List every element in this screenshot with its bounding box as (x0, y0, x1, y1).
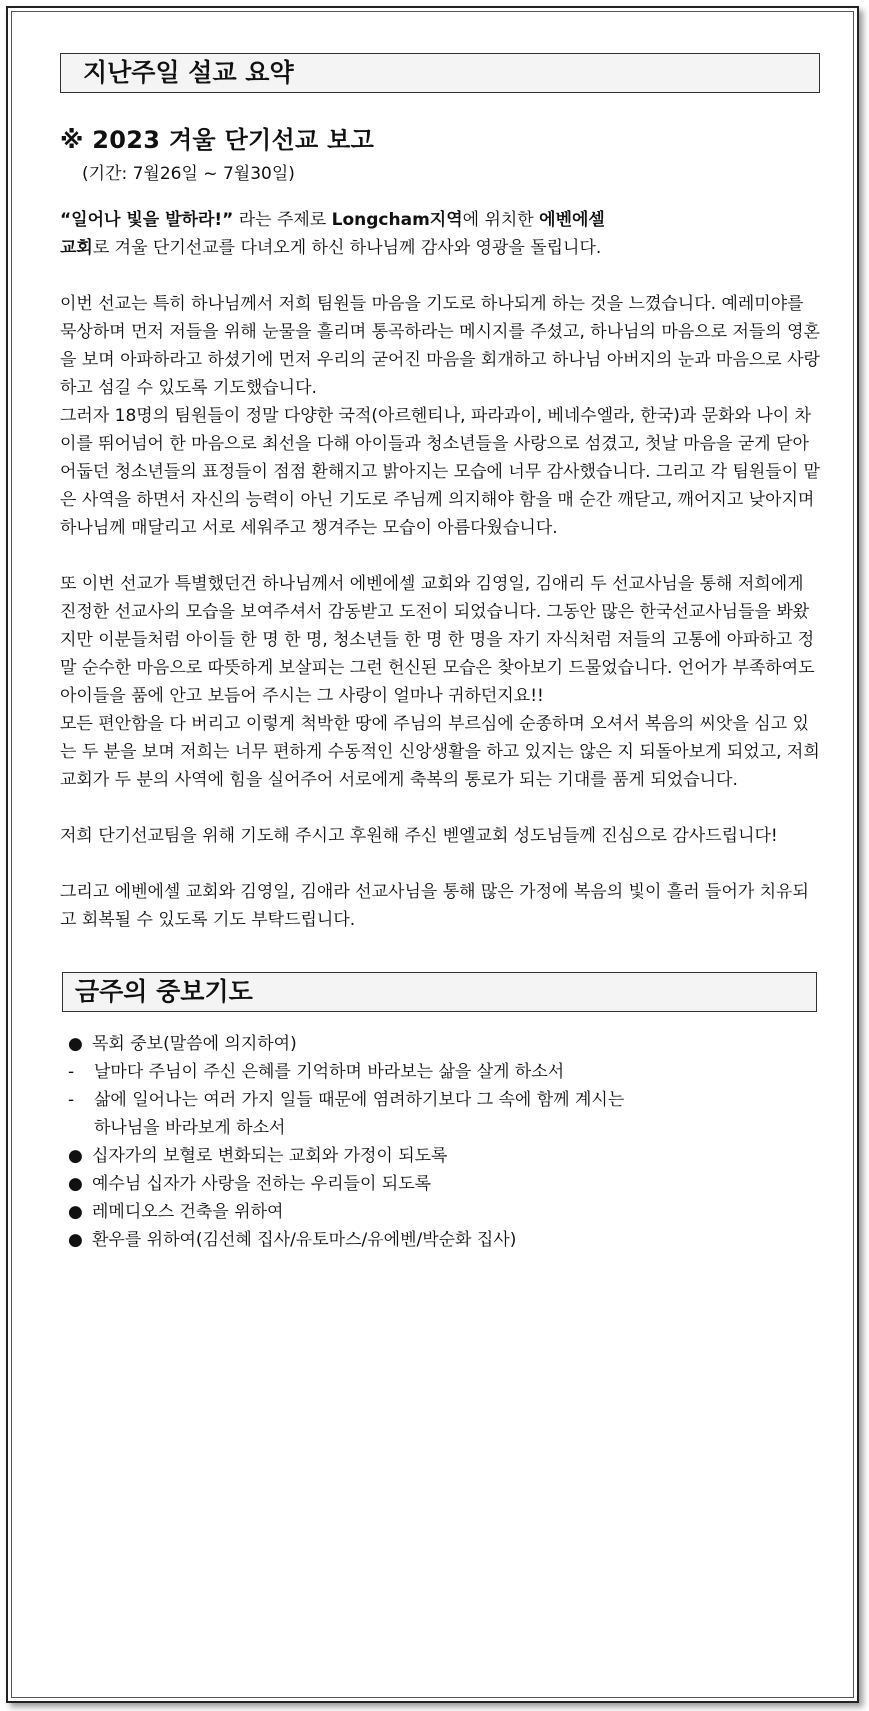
church-name-b: 교회 (60, 238, 93, 258)
bullet-icon: ● (68, 1034, 83, 1054)
prayer-item-text: 십자가의 보혈로 변화되는 교회와 가정이 되도록 (92, 1146, 448, 1166)
bullet-icon: ● (68, 1146, 83, 1166)
location-name: Longcham지역 (331, 210, 463, 230)
report-title: ※ 2023 겨울 단기선교 보고 (60, 126, 375, 154)
bullet-icon: ● (68, 1174, 83, 1194)
prayer-item-text: 레메디오스 건축을 위하여 (92, 1202, 284, 1222)
intro-text-2: 에 위치한 (462, 210, 540, 230)
prayer-item (60, 1030, 820, 1058)
bullet-icon: ● (68, 1230, 83, 1250)
dash-icon: - (68, 1062, 75, 1082)
bulletin-page (6, 6, 859, 1703)
prayer-list (60, 1030, 820, 1254)
prayer-subitem-continuation: 하나님을 바라보게 하소서 (94, 1118, 286, 1138)
report-paragraph-4: 모든 편안함을 다 버리고 이렇게 척박한 땅에 주님의 부르심에 순종하며 오셔서 복음의 씨앗을 심고 있는 두 분을 보며 저희는 너무 편하게 수동적인 신앙생활을 하고 있지는 않은 지 되돌아보게 되었고, 저희 교회가 두 분의 사역에 힘을 실어주어 서로에게 축복의 통로가 되는 기대를 품게 되었습니다. (60, 714, 820, 790)
intro-text-3: 로 겨울 단기선교를 다녀오게 하신 하나님께 감사와 영광을 돌립니다. (92, 238, 602, 258)
prayer-item (60, 1198, 820, 1226)
prayer-item-text: 환우를 위하여(김선혜 집사/유토마스/유에벤/박순화 집사) (92, 1230, 517, 1250)
report-paragraph-2: 그러자 18명의 팀원들이 정말 다양한 국적(아르헨티나, 파라과이, 베네수엘라, 한국)과 문화와 나이 차이를 뛰어넘어 한 마음으로 최선을 다해 아이들과 청소년들을 사랑으로 섬겼고, 첫날 마음을 굳게 닫아 어둡던 청소년들의 표정들이 점점 환해지고 밝아지는 모습에 너무 감사했습니다. 그리고 각 팀원들이 맡은 사역을 하면서 자신의 능력이 아닌 기도로 주님께 의지해야 함을 매 순간 깨닫고, 깨어지고 낮아지며 하나님께 매달리고 서로 세워주고 챙겨주는 모습이 아름다웠습니다. (60, 406, 820, 538)
prayer-item (60, 1142, 820, 1170)
dash-icon: - (68, 1090, 75, 1110)
prayer-subitem (60, 1086, 820, 1114)
prayer-item-text: 예수님 십자가 사랑을 전하는 우리들이 되도록 (92, 1174, 432, 1194)
report-paragraph-3: 또 이번 선교가 특별했던건 하나님께서 에벤에셀 교회와 김영일, 김애리 두 선교사님을 통해 저희에게 진정한 선교사의 모습을 보여주셔서 감동받고 도전이 되었습니다. 그동안 많은 한국선교사님들을 봐왔지만 이분들처럼 아이들 한 명 한 명, 청소년들 한 명 한 명을 자기 자식처럼 저들의 고통에 아파하고 정말 순수한 마음으로 따뜻하게 보살피는 그런 헌신된 모습은 찾아보기 드물었습니다. 언어가 부족하여도 아이들을 품에 안고 보듬어 주시는 그 사랑이 얼마나 귀하던지요!! (60, 574, 815, 706)
report-paragraph-5: 저희 단기선교팀을 위해 기도해 주시고 후원해 주신 벧엘교회 성도님들께 진심으로 감사드립니다! (60, 826, 778, 846)
prayer-subitem-text: 삶에 일어나는 여러 가지 일들 때문에 염려하기보다 그 속에 함께 계시는 (94, 1090, 625, 1110)
intro-text-1: 라는 주제로 (233, 210, 332, 230)
page-content (60, 53, 820, 1254)
report-period: (기간: 7월26일 ~ 7월30일) (82, 164, 295, 184)
prayer-subitem-text: 날마다 주님이 주신 은혜를 기억하며 바라보는 삶을 살게 하소서 (94, 1062, 565, 1082)
prayer-item (60, 1170, 820, 1198)
section-header-prayer: 금주의 중보기도 (62, 972, 817, 1012)
prayer-subitem (60, 1058, 820, 1086)
church-name-a: 에벤에셀 (539, 210, 605, 230)
prayer-item-text: 목회 중보(말씀에 의지하여) (92, 1034, 297, 1054)
report-paragraph-6: 그리고 에벤에셀 교회와 김영일, 김애라 선교사님을 통해 많은 가정에 복음의 빛이 흘러 들어가 치유되고 회복될 수 있도록 기도 부탁드립니다. (60, 882, 809, 930)
prayer-item (60, 1226, 820, 1254)
report-paragraph-1: 이번 선교는 특히 하나님께서 저희 팀원들 마음을 기도로 하나되게 하는 것을 느꼈습니다. 예레미야를 묵상하며 먼저 저들을 위해 눈물을 흘리며 통곡하라는 메시지를 주셨고, 하나님의 마음으로 저들의 영혼을 보며 아파하라고 하셨기에 먼저 우리의 굳어진 마음을 회개하고 하나님 아버지의 눈과 마음으로 사랑하고 섬길 수 있도록 기도했습니다. (60, 294, 820, 398)
section-header-last-week: 지난주일 설교 요약 (60, 53, 820, 93)
theme-quote: “일어나 빛을 발하라!” (60, 210, 234, 230)
intro-paragraph (60, 206, 820, 262)
bullet-icon: ● (68, 1202, 83, 1222)
